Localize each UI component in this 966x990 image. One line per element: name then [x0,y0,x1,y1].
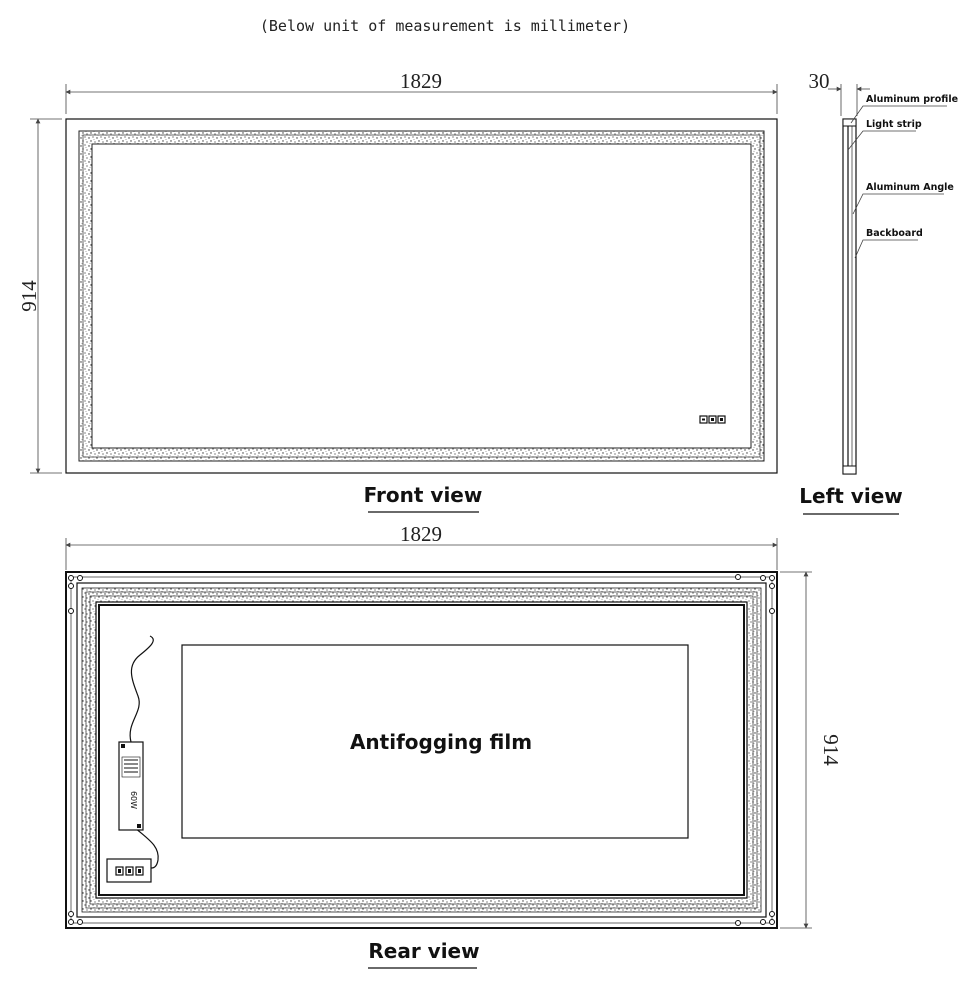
led-driver-label: 60W [129,790,138,810]
side-profile-body [843,119,856,474]
label-light-strip: Light strip [866,119,922,130]
rear-height-dimension: 914 [819,734,843,766]
label-backboard: Backboard [866,228,923,239]
front-view-caption: Front view [363,483,483,507]
front-height-dimension: 914 [17,280,41,312]
label-aluminum-angle: Aluminum Angle [866,182,954,193]
unit-note: (Below unit of measurement is millimeter) [259,17,631,35]
left-view-caption: Left view [799,484,903,508]
switch-button-icon [116,867,143,875]
label-aluminum-profile: Aluminum profile [866,94,959,105]
led-driver [119,742,143,830]
touch-switch-icon [700,416,725,423]
front-view [17,69,777,512]
antifogging-film-label: Antifogging film [349,730,533,754]
rear-width-dimension: 1829 [400,522,442,546]
front-width-dimension: 1829 [400,69,442,93]
rear-view-caption: Rear view [368,939,480,963]
rear-view [66,522,843,968]
front-mirror-glass [92,144,751,448]
left-view [799,69,958,514]
left-depth-dimension: 30 [808,69,830,93]
